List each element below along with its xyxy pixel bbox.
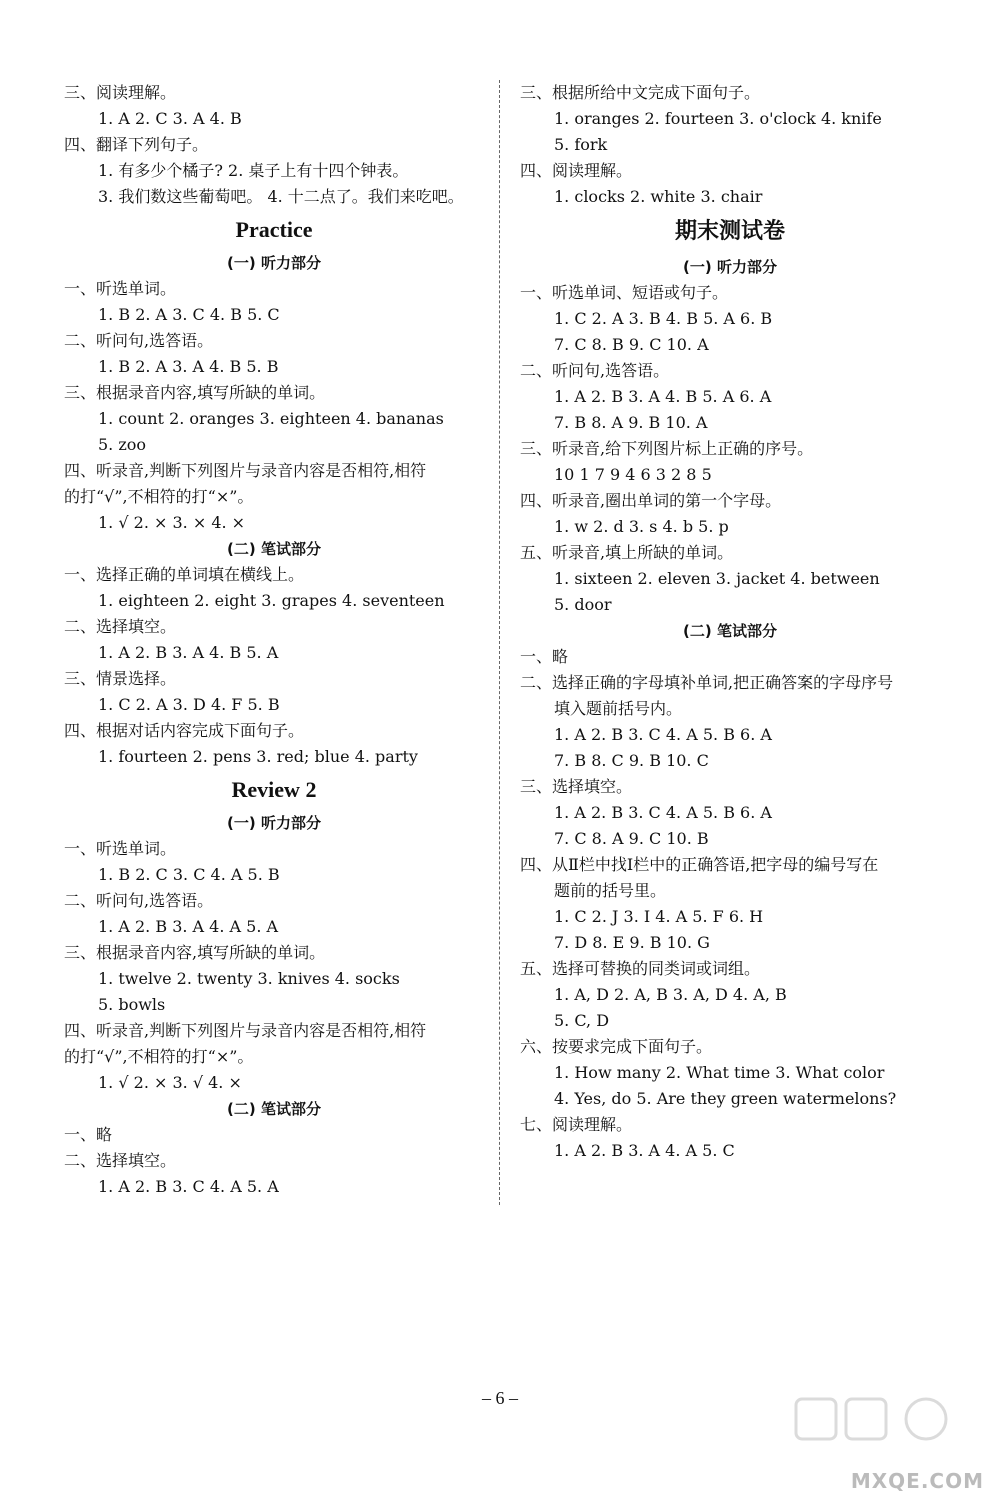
section-heading: 一、略 bbox=[520, 647, 569, 666]
unit-title: Practice bbox=[235, 217, 313, 242]
section-heading: 五、选择可替换的同类词或词组。 bbox=[520, 959, 761, 978]
answer-line: 1. w 2. d 3. s 4. b 5. p bbox=[554, 517, 729, 536]
section-heading: 一、听选单词。 bbox=[64, 839, 177, 858]
subsection-heading: (一) 听力部分 bbox=[683, 258, 777, 276]
answer-line: 5. zoo bbox=[98, 435, 147, 454]
section-heading: 四、翻译下列句子。 bbox=[64, 135, 209, 154]
column-divider bbox=[499, 80, 500, 1205]
section-heading: 三、根据录音内容,填写所缺的单词。 bbox=[64, 383, 326, 402]
subsection-heading: (一) 听力部分 bbox=[227, 254, 321, 272]
answer-line: 1. A 2. C 3. A 4. B bbox=[98, 109, 242, 128]
answer-line: 1. A 2. B 3. C 4. A 5. A bbox=[98, 1177, 279, 1196]
section-heading: 的打“√”,不相符的打“×”。 bbox=[64, 487, 254, 506]
answer-line: 1. eighteen 2. eight 3. grapes 4. seventeen bbox=[98, 591, 445, 610]
answer-line: 7. B 8. C 9. B 10. C bbox=[554, 751, 709, 770]
watermark-logo bbox=[792, 1393, 982, 1473]
section-heading: 二、选择正确的字母填补单词,把正确答案的字母序号 bbox=[520, 673, 894, 692]
section-heading: 四、从Ⅱ栏中找Ⅰ栏中的正确答语,把字母的编号写在 bbox=[520, 855, 879, 874]
section-heading: 四、根据对话内容完成下面句子。 bbox=[64, 721, 305, 740]
section-heading: 二、听问句,选答语。 bbox=[64, 891, 214, 910]
section-heading: 六、按要求完成下面句子。 bbox=[520, 1037, 713, 1056]
answer-line: 1. oranges 2. fourteen 3. o'clock 4. knife bbox=[554, 109, 882, 128]
answer-line: 7. C 8. B 9. C 10. A bbox=[554, 335, 709, 354]
section-heading: 一、听选单词、短语或句子。 bbox=[520, 283, 729, 302]
answer-line: 5. fork bbox=[554, 135, 608, 154]
answer-line: 1. B 2. A 3. A 4. B 5. B bbox=[98, 357, 279, 376]
section-heading: 四、听录音,判断下列图片与录音内容是否相符,相符 bbox=[64, 461, 427, 480]
section-heading-continued: 填入题前括号内。 bbox=[554, 699, 683, 718]
answer-line: 1. A 2. B 3. A 4. B 5. A bbox=[98, 643, 279, 662]
answer-line: 1. √ 2. × 3. × 4. × bbox=[98, 513, 246, 532]
section-heading: 三、选择填空。 bbox=[520, 777, 633, 796]
answer-line: 1. C 2. J 3. I 4. A 5. F 6. H bbox=[554, 907, 764, 926]
section-heading: 二、选择填空。 bbox=[64, 617, 177, 636]
subsection-heading: (二) 笔试部分 bbox=[227, 1100, 321, 1118]
answer-line: 7. C 8. A 9. C 10. B bbox=[554, 829, 709, 848]
answer-line: 1. A 2. B 3. A 4. A 5. A bbox=[98, 917, 279, 936]
answer-line: 7. D 8. E 9. B 10. G bbox=[554, 933, 710, 952]
section-heading: 五、听录音,填上所缺的单词。 bbox=[520, 543, 734, 562]
section-heading: 三、听录音,给下列图片标上正确的序号。 bbox=[520, 439, 814, 458]
page-number: – 6 – bbox=[482, 1388, 518, 1408]
section-heading: 的打“√”,不相符的打“×”。 bbox=[64, 1047, 254, 1066]
answer-line: 3. 我们数这些葡萄吧。 4. 十二点了。我们来吃吧。 bbox=[98, 187, 464, 206]
answer-line: 1. A, D 2. A, B 3. A, D 4. A, B bbox=[554, 985, 787, 1004]
answer-line: 1. twelve 2. twenty 3. knives 4. socks bbox=[98, 969, 400, 988]
section-heading: 三、根据所给中文完成下面句子。 bbox=[520, 83, 761, 102]
section-heading: 三、阅读理解。 bbox=[64, 83, 177, 102]
section-heading: 四、听录音,圈出单词的第一个字母。 bbox=[520, 491, 782, 510]
watermark-text: MXQE.COM bbox=[850, 1469, 984, 1493]
answer-line: 1. sixteen 2. eleven 3. jacket 4. between bbox=[554, 569, 880, 588]
unit-title: 期末测试卷 bbox=[674, 219, 785, 244]
section-heading: 七、阅读理解。 bbox=[520, 1115, 633, 1134]
section-heading: 四、听录音,判断下列图片与录音内容是否相符,相符 bbox=[64, 1021, 427, 1040]
section-heading: 二、听问句,选答语。 bbox=[520, 361, 670, 380]
answer-line: 1. 有多少个橘子? 2. 桌子上有十四个钟表。 bbox=[98, 161, 409, 180]
section-heading: 一、听选单词。 bbox=[64, 279, 177, 298]
answer-line: 1. count 2. oranges 3. eighteen 4. bananas bbox=[98, 409, 444, 428]
answer-line: 1. B 2. A 3. C 4. B 5. C bbox=[98, 305, 280, 324]
answer-line: 1. C 2. A 3. B 4. B 5. A 6. B bbox=[554, 309, 773, 328]
answer-line: 5. bowls bbox=[98, 995, 166, 1014]
answer-line: 1. A 2. B 3. A 4. A 5. C bbox=[554, 1141, 735, 1160]
answer-line: 1. A 2. B 3. C 4. A 5. B 6. A bbox=[554, 803, 772, 822]
answer-line: 5. C, D bbox=[554, 1011, 610, 1030]
section-heading-continued: 题前的括号里。 bbox=[554, 881, 667, 900]
answer-line: 1. clocks 2. white 3. chair bbox=[554, 187, 763, 206]
subsection-heading: (一) 听力部分 bbox=[227, 814, 321, 832]
answer-line: 1. A 2. B 3. C 4. A 5. B 6. A bbox=[554, 725, 772, 744]
answer-line: 1. C 2. A 3. D 4. F 5. B bbox=[98, 695, 280, 714]
right-column bbox=[520, 80, 940, 1164]
answer-line: 1. How many 2. What time 3. What color bbox=[554, 1063, 885, 1082]
answer-line: 1. fourteen 2. pens 3. red; blue 4. party bbox=[98, 747, 418, 766]
answer-line: 1. √ 2. × 3. √ 4. × bbox=[98, 1073, 242, 1092]
unit-title: Review 2 bbox=[231, 777, 317, 802]
section-heading: 一、选择正确的单词填在横线上。 bbox=[64, 565, 305, 584]
section-heading: 二、选择填空。 bbox=[64, 1151, 177, 1170]
subsection-heading: (二) 笔试部分 bbox=[683, 622, 777, 640]
left-column bbox=[64, 80, 484, 1200]
section-heading: 四、阅读理解。 bbox=[520, 161, 633, 180]
subsection-heading: (二) 笔试部分 bbox=[227, 540, 321, 558]
section-heading: 三、根据录音内容,填写所缺的单词。 bbox=[64, 943, 326, 962]
answer-line: 4. Yes, do 5. Are they green watermelons? bbox=[554, 1089, 897, 1108]
section-heading: 三、情景选择。 bbox=[64, 669, 177, 688]
section-heading: 二、听问句,选答语。 bbox=[64, 331, 214, 350]
answer-line: 1. B 2. C 3. C 4. A 5. B bbox=[98, 865, 280, 884]
answer-line: 7. B 8. A 9. B 10. A bbox=[554, 413, 708, 432]
answer-line: 5. door bbox=[554, 595, 612, 614]
answer-line: 1. A 2. B 3. A 4. B 5. A 6. A bbox=[554, 387, 772, 406]
section-heading: 一、略 bbox=[64, 1125, 113, 1144]
answer-line: 10 1 7 9 4 6 3 2 8 5 bbox=[554, 465, 712, 484]
